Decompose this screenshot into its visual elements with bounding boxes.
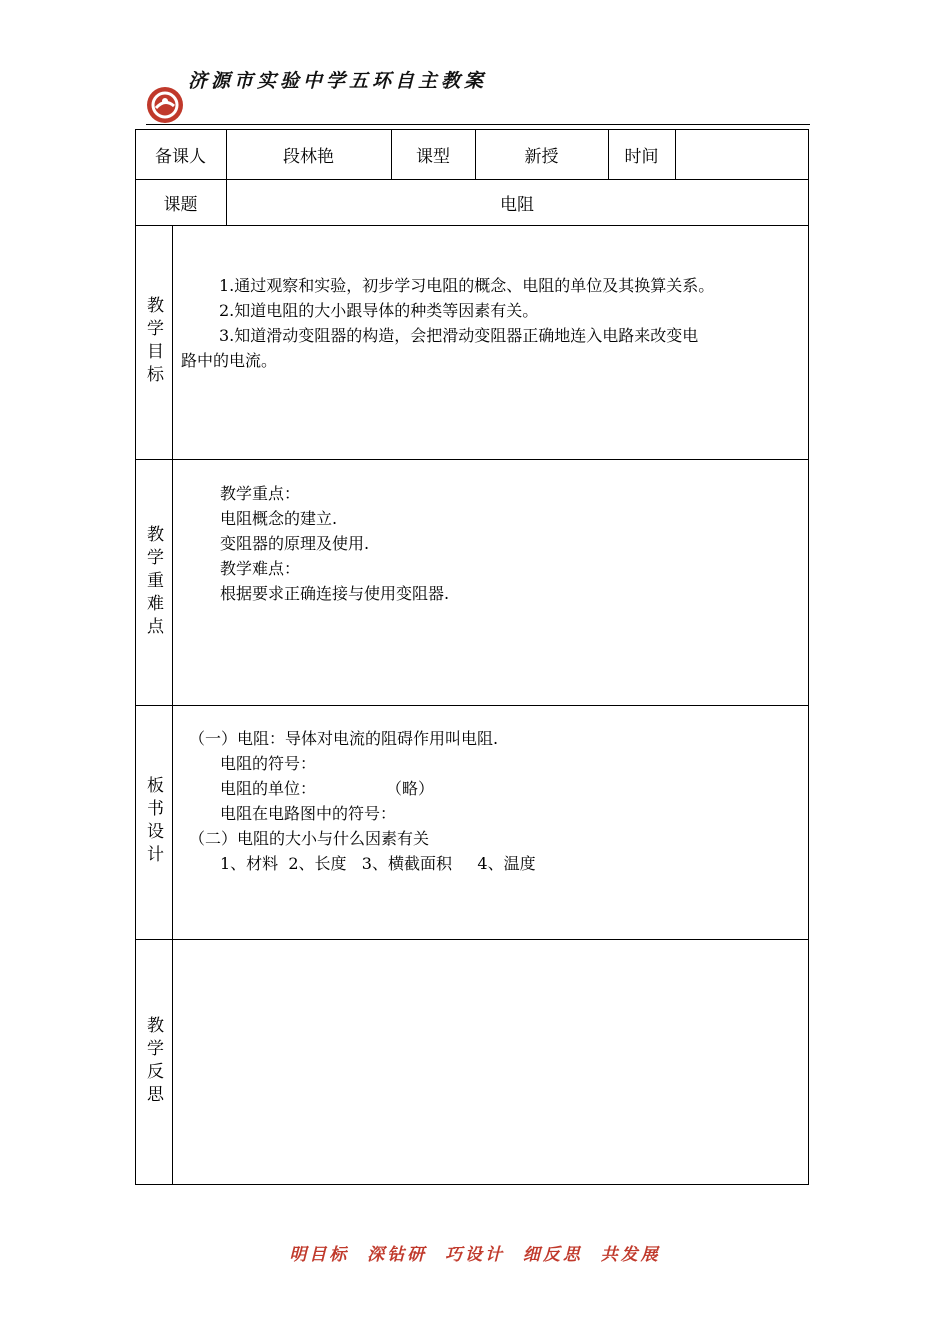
topic-label: 课题 xyxy=(163,194,198,215)
topic-value: 电阻 xyxy=(500,194,534,215)
board-line: 电阻的符号： xyxy=(220,754,317,773)
board-line xyxy=(189,776,801,801)
school-logo-icon xyxy=(146,86,184,124)
column-divider xyxy=(172,225,173,1185)
board-line-note: （略） xyxy=(386,779,435,798)
teaching-goals-label: 教学目标 xyxy=(143,296,163,388)
header-divider xyxy=(146,124,810,125)
key-point-line: 根据要求正确连接与使用变阻器. xyxy=(220,584,450,603)
lesson-type-label: 课型 xyxy=(416,146,450,167)
board-line-text: 电阻的单位： xyxy=(220,779,317,798)
lesson-plan-table xyxy=(135,129,809,1185)
board-design-label: 板书设计 xyxy=(143,776,163,868)
teaching-reflection-label: 教学反思 xyxy=(143,1015,163,1108)
footer-motto xyxy=(0,1240,950,1265)
school-title: 济源市实验中学五环自主教案 xyxy=(188,70,488,92)
board-design-content xyxy=(189,726,801,876)
preparer-value: 段林艳 xyxy=(283,146,334,167)
table-border-right xyxy=(808,129,809,1185)
time-label: 时间 xyxy=(624,146,659,167)
row-divider xyxy=(135,225,809,226)
board-line: 1、材料 2、长度 3、横截面积 4、温度 xyxy=(220,854,536,873)
board-line: （二）电阻的大小与什么因素有关 xyxy=(189,829,430,848)
teaching-goals-content xyxy=(181,273,803,373)
row-divider xyxy=(135,459,809,460)
goal-line: 1.通过观察和实验，初步学习电阻的概念、电阻的单位及其换算关系。 xyxy=(219,276,715,295)
key-difficult-points-label: 教学重难点 xyxy=(143,524,163,640)
key-point-line: 教学重点： xyxy=(220,484,301,503)
key-point-line: 变阻器的原理及使用. xyxy=(220,534,370,553)
table-border-bottom xyxy=(135,1184,809,1185)
goal-line: 2.知道电阻的大小跟导体的种类等因素有关。 xyxy=(219,301,539,320)
goal-line: 路中的电流。 xyxy=(181,351,278,370)
board-line: 电阻在电路图中的符号： xyxy=(220,804,397,823)
time-value xyxy=(675,129,808,179)
footer-motto-text: 明目标 深钻研 巧设计 细反思 共发展 xyxy=(289,1245,661,1265)
board-line: （一）电阻：导体对电流的阻碍作用叫电阻. xyxy=(189,729,499,748)
goal-line: 3.知道滑动变阻器的构造，会把滑动变阻器正确地连入电路来改变电 xyxy=(219,326,699,345)
key-point-line: 电阻概念的建立. xyxy=(220,509,338,528)
preparer-label: 备课人 xyxy=(155,146,206,167)
lesson-type-value: 新授 xyxy=(524,146,559,167)
key-points-content xyxy=(220,481,800,606)
row-divider xyxy=(135,705,809,706)
row-divider xyxy=(135,939,809,940)
key-point-line: 教学难点： xyxy=(220,559,301,578)
teaching-reflection-content xyxy=(181,949,801,1174)
